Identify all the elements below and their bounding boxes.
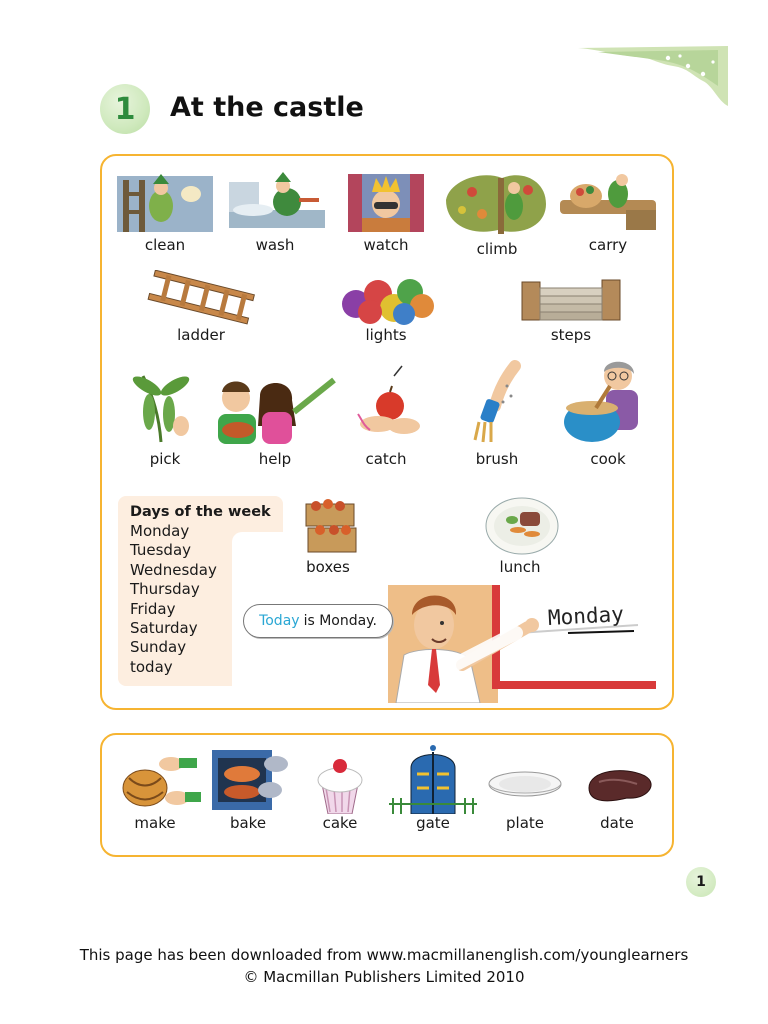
vocab-item-brush [442, 356, 552, 468]
vocab-label: carry [588, 236, 628, 254]
vocab-item-help [220, 356, 330, 468]
make-picture-icon [105, 744, 205, 814]
footer-download-note: This page has been downloaded from www.macmillanenglish.com/younglearners [79, 946, 689, 964]
vocab-item-carry [553, 170, 663, 254]
vocab-label: clean [144, 236, 186, 254]
day-item: Tuesday [130, 541, 192, 560]
vocab-label: catch [365, 450, 407, 468]
clean-picture-icon [113, 170, 217, 236]
cake-picture-icon [290, 744, 390, 814]
vocab-label: watch [363, 236, 409, 254]
page-title: At the castle [170, 92, 364, 123]
help-picture-icon [210, 356, 340, 450]
day-item: Friday [130, 599, 176, 618]
vocab-item-lunch [465, 490, 575, 576]
footer-copyright: © Macmillan Publishers Limited 2010 [243, 968, 525, 986]
vocab-label: make [134, 814, 176, 832]
vocab-item-lights [331, 270, 441, 344]
vocab-label: help [258, 450, 292, 468]
gate-picture-icon [383, 744, 483, 814]
vocab-label: ladder [177, 326, 225, 344]
vocab-item-cook [553, 356, 663, 468]
vocab-label: cake [322, 814, 358, 832]
vocab-item-date [562, 744, 672, 832]
vocab-label: lunch [499, 558, 541, 576]
day-item: Sunday [130, 638, 187, 657]
speech-bubble [243, 604, 393, 638]
plate-picture-icon [475, 744, 575, 814]
carry-picture-icon [556, 170, 660, 236]
vocab-item-pick [110, 356, 220, 468]
vocab-label: pick [149, 450, 181, 468]
day-item: Wednesday [130, 560, 217, 579]
lunch-picture-icon [468, 490, 572, 558]
watch-picture-icon [334, 170, 438, 236]
page-number: 1 [686, 867, 716, 897]
day-item: Saturday [130, 619, 198, 638]
board-text: Monday [547, 602, 625, 630]
vocab-item-watch [331, 170, 441, 254]
unit-number-badge [100, 84, 150, 134]
vocab-label: date [600, 814, 634, 832]
vocab-item-climb [442, 170, 552, 258]
vocab-label: steps [550, 326, 592, 344]
brush-picture-icon [445, 356, 549, 450]
day-item: today [130, 657, 173, 676]
days-of-week-box [118, 496, 283, 686]
unit-number: 1 [114, 91, 136, 127]
boxes-picture-icon [276, 494, 380, 558]
speech-highlight: Today [259, 613, 300, 629]
vocab-label: brush [475, 450, 519, 468]
ladder-picture-icon [146, 270, 256, 326]
vocab-label: bake [229, 814, 267, 832]
vocab-label: wash [255, 236, 295, 254]
lights-picture-icon [334, 270, 438, 326]
catch-picture-icon [334, 356, 438, 450]
vocab-item-steps [516, 270, 626, 344]
vocab-label: climb [476, 240, 518, 258]
vocab-label: lights [365, 326, 407, 344]
vocab-item-wash [220, 170, 330, 254]
vocab-item-catch [331, 356, 441, 468]
vocab-label: cook [590, 450, 626, 468]
vocab-item-ladder [146, 270, 256, 344]
vocab-label: gate [416, 814, 450, 832]
vocab-label: boxes [306, 558, 350, 576]
vocab-item-boxes [273, 494, 383, 576]
speech-rest: is Monday. [303, 613, 377, 629]
climb-picture-icon [442, 170, 552, 240]
day-item: Thursday [130, 580, 200, 599]
date-picture-icon [567, 744, 667, 814]
wash-picture-icon [223, 170, 327, 236]
bake-picture-icon [198, 744, 298, 814]
day-item: Monday [130, 522, 190, 540]
decorative-leaves-corner [578, 46, 728, 116]
days-heading: Days of the week [130, 504, 271, 520]
vocab-label: plate [506, 814, 544, 832]
steps-picture-icon [516, 270, 626, 326]
vocab-item-clean [110, 170, 220, 254]
pick-picture-icon [113, 356, 217, 450]
cook-picture-icon [556, 356, 660, 450]
